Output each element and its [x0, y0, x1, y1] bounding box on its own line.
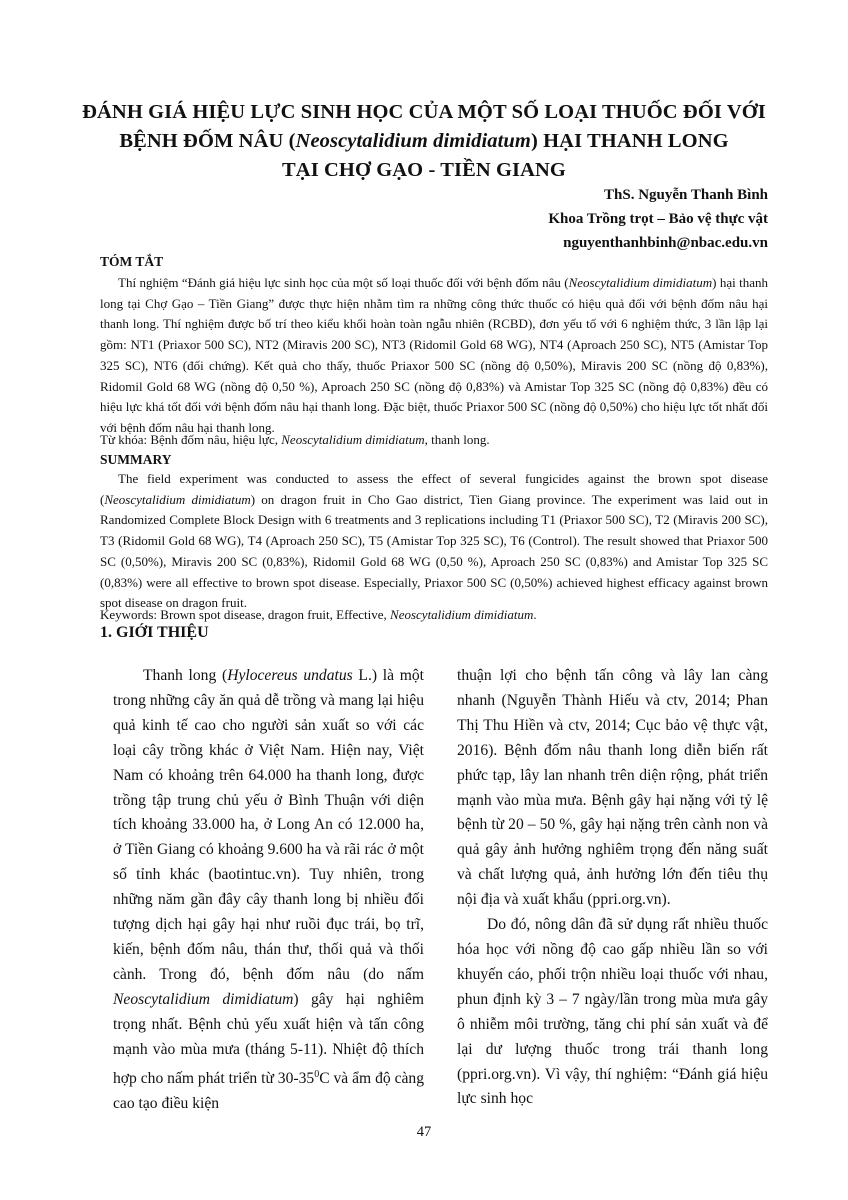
title-line-1: ĐÁNH GIÁ HIỆU LỰC SINH HỌC CỦA MỘT SỐ LOẠI THUỐC ĐỐI VỚI	[82, 101, 766, 123]
intro-p1-f: C và ẩm độ càng cao tạo điều kiện	[113, 1069, 425, 1112]
intro-p1-e: ) gây hại nghiêm trọng nhất. Bệnh chủ yếu xuất hiện và tấn công mạnh vào mùa mưa (tháng 5-11). Nhiệt độ thích hợp cho nấm phát triển từ 30-35	[113, 990, 424, 1087]
title-line-2	[80, 127, 768, 156]
summary-heading: SUMMARY	[100, 452, 172, 467]
author-block	[348, 183, 768, 255]
tom-tat-kw-1: Từ khóa: Bệnh đốm nâu, hiệu lực,	[100, 432, 282, 447]
title-line-2-end: ) HẠI THANH LONG	[530, 130, 729, 152]
author-name: ThS. Nguyễn Thanh Bình	[604, 187, 768, 203]
intro-paragraph-2: Do đó, nông dân đã sử dụng rất nhiều thuốc hóa học với nồng độ cao gấp nhiều lần so với khuyến cáo, phối trộn nhiều loại thuốc với nhau, phun định kỳ 3 – 7 ngày/lần trong mùa mưa gây ô nhiễm môi trường, tăng chi phí sản xuất và để lại dư lượng thuốc trong trái thanh long (ppri.org.vn). Vì vậy, thí nghiệm: “Đánh giá hiệu lực sinh học	[457, 916, 768, 1108]
paper-title	[80, 98, 768, 185]
summary-text-2: ) on dragon fruit in Cho Gao district, Tien Giang province. The experiment was laid out in Randomized Complete Block Design with 6 treatments and 3 replications including T1 (Priaxor 500 SC), T2 (Miravis 200 SC), T3 (Ridomil Gold 68 WG), T4 (Aproach 250 SC), T5 (Amistar Top 325 SC), T6 (Control). The result showed that Priaxor 500 SC (0,50%), Miravis 200 SC (0,83%), Ridomil Gold 68 WG (0,50 %), Aproach 250 SC (0,83%) and Amistar Top 325 SC (0,83%) were all effective to brown spot disease. Especially, Priaxor 500 SC (0,50%) achieved highest efficacy against brown spot disease on dragon fruit.	[100, 491, 768, 611]
intro-paragraph-1-continued: thuận lợi cho bệnh tấn công và lây lan càng nhanh (Nguyễn Thành Hiếu và ctv, 2014; Phan Thị Thu Hiền và ctv, 2014; Cục bảo vệ thực vật, 2016). Bệnh đốm nâu thanh long diễn biến rất phức tạp, lây lan nhanh trên diện rộng, phát triển mạnh vào mùa mưa. Bệnh gây hại nặng với tỷ lệ bệnh từ 20 – 50 %, gây hại nặng trên cành non và quả gây ảnh hưởng nghiêm trọng đến năng suất và chất lượng quả, ảnh hưởng lớn đến tiêu thụ nội địa và xuất khẩu (ppri.org.vn).	[457, 667, 768, 909]
intro-p1-a: Thanh long (	[143, 667, 228, 684]
intro-paragraph-1	[113, 664, 424, 1117]
tom-tat-text-2: ) hại thanh long tại Chợ Gạo – Tiền Giang” được thực hiện nhằm tìm ra những công thức thuốc có hiệu quả đối với bệnh đốm nâu hại thanh long. Thí nghiệm được bố trí theo kiểu khối hoàn toàn ngẫu nhiên (RCBD), đơn yếu tố với 6 nghiệm thức, 3 lần lập lại gồm: NT1 (Priaxor 500 SC), NT2 (Miravis 200 SC), NT3 (Ridomil Gold 68 WG), NT4 (Aproach 250 SC), NT5 (Amistar Top 325 SC), NT6 (đối chứng). Kết quả cho thấy, thuốc Priaxor 500 SC (nồng độ 0,50%), Miravis 200 SC (nồng độ 0,83%), Ridomil Gold 68 WG (nồng độ 0,50 %), Aproach 250 SC (nồng độ 0,83%) và Amistar Top 325 SC (nồng độ 0,83%) đều có hiệu lực khá tốt đối với bệnh đốm nâu hại thanh long. Đặc biệt, thuốc Priaxor 500 SC (nồng độ 0,50%) cho hiệu lực tốt nhất đối với bệnh đốm nâu hại thanh long.	[100, 275, 768, 435]
author-affiliation: Khoa Trồng trọt – Bảo vệ thực vật	[548, 211, 768, 227]
title-line-2-start: BỆNH ĐỐM NÂU (	[119, 130, 296, 152]
tom-tat-kw-species: Neoscytalidium dimidiatum	[281, 432, 425, 447]
intro-left-column	[113, 664, 424, 1117]
tom-tat-text-1: Thí nghiệm “Đánh giá hiệu lực sinh học của một số loại thuốc đối với bệnh đốm nâu (	[118, 275, 569, 290]
degree-superscript: 0	[314, 1068, 320, 1080]
author-email: nguyenthanhbinh@nbac.edu.vn	[563, 235, 768, 251]
summary-kw-end: .	[533, 607, 537, 622]
tom-tat-text	[100, 273, 768, 439]
title-line-3: TẠI CHỢ GẠO - TIỀN GIANG	[282, 159, 566, 181]
tom-tat-kw-end: , thanh long.	[424, 432, 490, 447]
intro-p1-c: L.) là một trong những cây ăn quả dễ trồng và mang lại hiệu quả kinh tế cao cho người sản xuất so với các loại cây trồng khác ở Việt Nam. Hiện nay, Việt Nam có khoảng trên 64.000 ha thanh long, được trồng tập trung chủ yếu ở Bình Thuận với diện tích khoảng 33.000 ha, ở Long An có 12.000 ha, ở Tiền Giang có khoảng 9.600 ha và rãi rác ở một số tỉnh khác (baotintuc.vn). Tuy nhiên, trong những năm gần đây cây thanh long bị nhiều đối tượng dịch hại gây hại như ruồi đục trái, bọ trĩ, kiến, bệnh đốm nâu, thán thư, thối quả và thối cành. Trong đó, bệnh đốm nâu (do nấm	[113, 667, 424, 983]
tom-tat-species: Neoscytalidium dimidiatum	[568, 275, 713, 290]
tom-tat-heading: TÓM TẮT	[100, 254, 164, 269]
page-number: 47	[416, 1124, 432, 1140]
summary-kw-1: Keywords: Brown spot disease, dragon fruit, Effective,	[100, 607, 391, 622]
summary-text	[100, 469, 768, 614]
summary-species: Neoscytalidium dimidiatum	[104, 491, 251, 507]
intro-species-hylocereus: Hylocereus undatus	[227, 667, 353, 684]
intro-right-column	[457, 664, 768, 1112]
section-heading-introduction: 1. GIỚI THIỆU	[100, 624, 209, 641]
intro-species-neoscytalidium: Neoscytalidium dimidiatum	[113, 990, 294, 1008]
title-species-name: Neoscytalidium dimidiatum	[295, 130, 531, 152]
summary-kw-species: Neoscytalidium dimidiatum	[390, 607, 534, 622]
summary-keywords	[100, 607, 768, 623]
tom-tat-keywords	[100, 432, 768, 448]
summary-text-1: The field experiment was conducted to assess the effect of several fungicides against the brown spot disease (	[100, 471, 768, 507]
